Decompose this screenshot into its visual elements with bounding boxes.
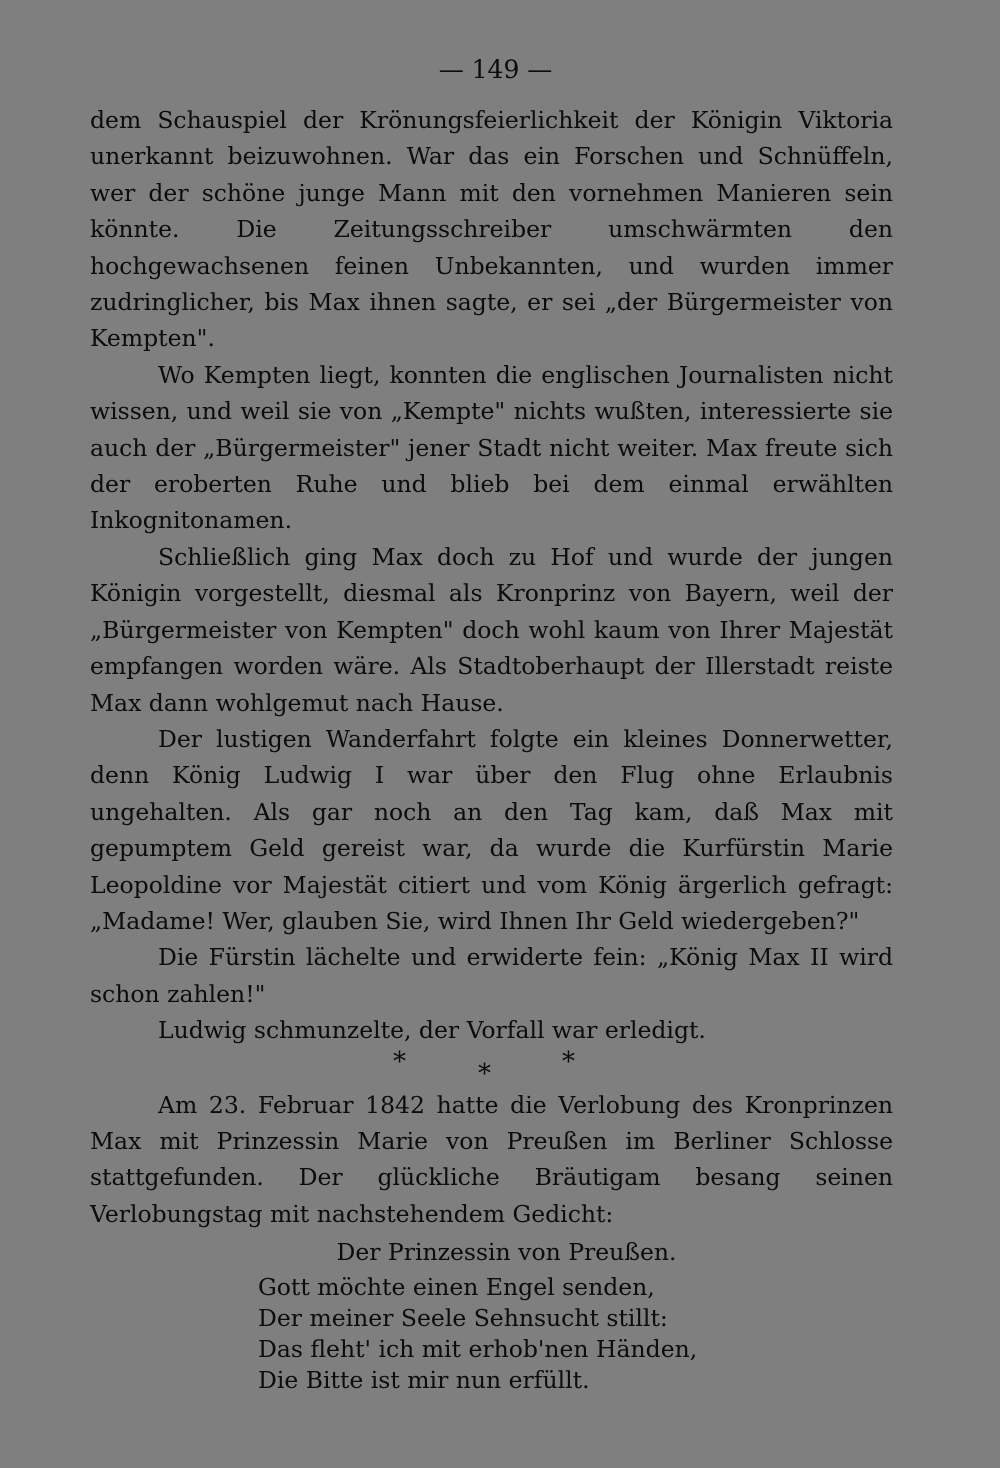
page-number: — 149 — [438, 55, 553, 84]
asterisk: * [478, 1058, 491, 1089]
paragraph-3: Schließlich ging Max doch zu Hof und wurde der jungen Königin vorgestellt, diesmal als Kronprinz von Bayern, weil der „Bürgermeister von Kempten" doch wohl kaum von Ihrer Majestät empfangen worden wäre. Als Stadtoberhaupt der Illerstadt reiste Max dann wohlgemut nach Hause. [90, 542, 893, 717]
paragraph-5: Die Fürstin lächelte und erwiderte fein: „König Max II wird schon zahlen!" [90, 943, 893, 1008]
asterisk: * [393, 1046, 406, 1077]
poem [258, 1272, 893, 1396]
asterisk: * [562, 1046, 575, 1077]
paragraph-6: Ludwig schmunzelte, der Vorfall war erledigt. [158, 1016, 706, 1045]
body-text [90, 102, 893, 1049]
paragraph-2: Wo Kempten liegt, konnten die englischen Journalisten nicht wissen, und weil sie von „Kempte" nichts wußten, interessierte sie auch der „Bürgermeister" jener Stadt nicht weiter. Max freute sich der eroberten Ruhe und blieb bei dem einmal erwählten Inkognitonamen. [90, 360, 893, 535]
body-text-continued [90, 1087, 893, 1233]
poem-line: Das fleht' ich mit erhob'nen Händen, [258, 1335, 698, 1364]
section-separator [90, 1046, 893, 1089]
poem-line: Gott möchte einen Engel senden, [258, 1273, 655, 1302]
paragraph-4: Der lustigen Wanderfahrt folgte ein kleines Donnerwetter, denn König Ludwig I war über den Flug ohne Erlaubnis ungehalten. Als gar noch an den Tag kam, daß Max mit gepumptem Geld gereist war, da wurde die Kurfürstin Marie Leopoldine vor Majestät citiert und vom König ärgerlich gefragt: „Madame! Wer, glauben Sie, wird Ihnen Ihr Geld wiedergeben?" [90, 724, 893, 935]
paragraph-1: dem Schauspiel der Krönungsfeierlichkeit der Königin Viktoria unerkannt beizuwohnen. War das ein Forschen und Schnüffeln, wer der schöne junge Mann mit den vornehmen Manieren sein könnte. Die Zeitungsschreiber umschwärmten den hochgewachsenen feinen Unbekannten, und wurden immer zudringlicher, bis Max ihnen sagte, er sei „der Bürgermeister von Kempten". [90, 106, 893, 353]
poem-title: Der Prinzessin von Preußen. [336, 1238, 677, 1267]
poem-line: Die Bitte ist mir nun erfüllt. [258, 1366, 590, 1395]
poem-line: Der meiner Seele Sehnsucht stillt: [258, 1304, 668, 1333]
paragraph-7: Am 23. Februar 1842 hatte die Verlobung des Kronprinzen Max mit Prinzessin Marie von Preußen im Berliner Schlosse stattgefunden. Der glückliche Bräutigam besang seinen Verlobungstag mit nachstehendem Gedicht: [90, 1090, 893, 1228]
book-page [90, 52, 893, 1396]
